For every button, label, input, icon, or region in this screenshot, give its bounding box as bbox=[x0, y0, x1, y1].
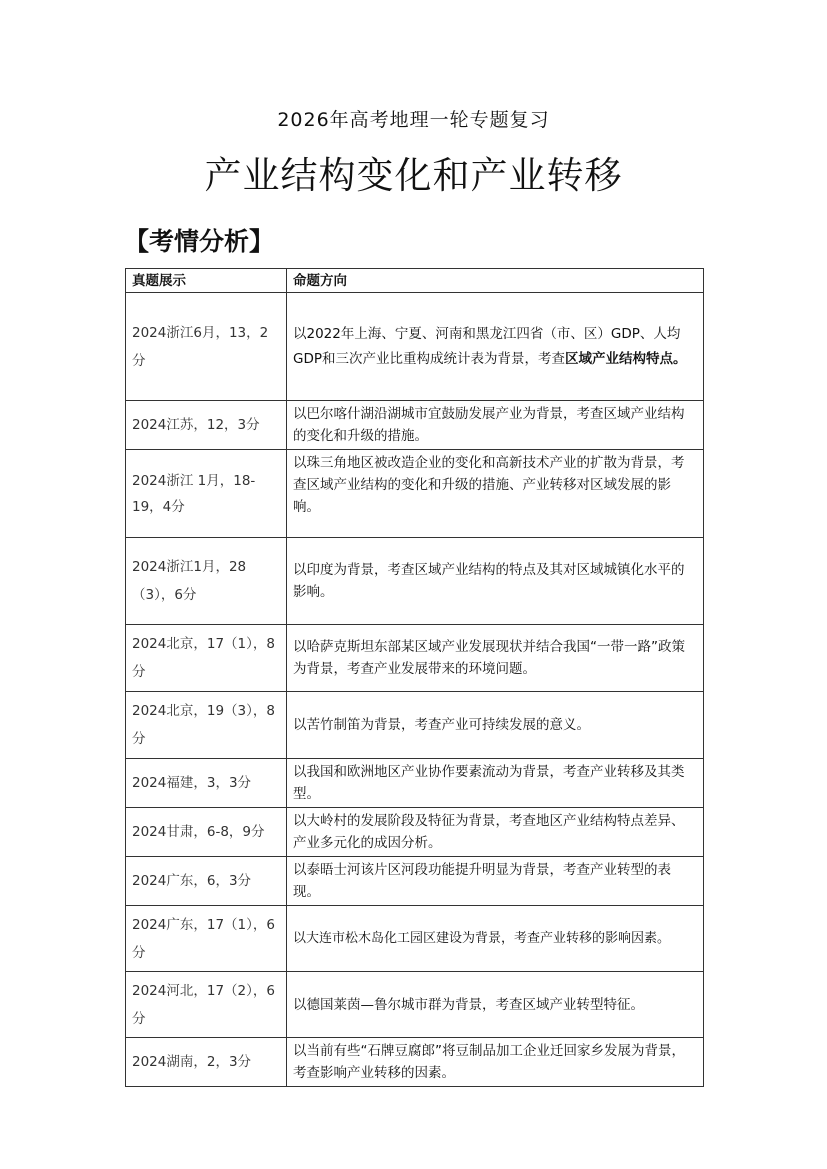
question-direction: 以印度为背景，考查区域产业结构的特点及其对区域城镇化水平的影响。 bbox=[287, 538, 704, 625]
exam-source: 2024广东，6，3分 bbox=[126, 857, 287, 906]
table-row bbox=[126, 538, 704, 625]
column-header-direction: 命题方向 bbox=[287, 269, 704, 293]
question-direction: 以我国和欧洲地区产业协作要素流动为背景，考查产业转移及其类型。 bbox=[287, 759, 704, 808]
exam-source: 2024甘肃，6-8，9分 bbox=[126, 808, 287, 857]
page-title: 产业结构变化和产业转移 bbox=[204, 154, 623, 197]
table-row bbox=[126, 808, 704, 857]
question-direction: 以当前有些“石牌豆腐郎”将豆制品加工企业迁回家乡发展为背景，考查影响产业转移的因素。 bbox=[287, 1038, 704, 1087]
question-direction: 以大连市松木岛化工园区建设为背景，考查产业转移的影响因素。 bbox=[287, 906, 704, 972]
table-row bbox=[126, 692, 704, 759]
exam-source: 2024湖南，2，3分 bbox=[126, 1038, 287, 1087]
table-row bbox=[126, 857, 704, 906]
direction-text: 以2022年上海、宁夏、河南和黑龙江四省（市、区）GDP、人均GDP和三次产业比重构成统计表为背景，考查 bbox=[293, 325, 681, 367]
question-direction: 以巴尔喀什湖沿湖城市宜鼓励发展产业为背景，考查区域产业结构的变化和升级的措施。 bbox=[287, 401, 704, 450]
table-row bbox=[126, 450, 704, 538]
direction-highlight: 区域产业结构特点。 bbox=[565, 350, 687, 367]
exam-analysis-table bbox=[125, 268, 704, 1087]
question-direction: 以泰晤士河该片区河段功能提升明显为背景，考查产业转型的表现。 bbox=[287, 857, 704, 906]
exam-source: 2024北京，19（3），8分 bbox=[126, 692, 287, 759]
table-row bbox=[126, 906, 704, 972]
column-header-source: 真题展示 bbox=[126, 269, 287, 293]
page-subtitle: 2026年高考地理一轮专题复习 bbox=[277, 109, 550, 131]
exam-source: 2024江苏，12，3分 bbox=[126, 401, 287, 450]
question-direction: 以大岭村的发展阶段及特征为背景，考查地区产业结构特点差异、产业多元化的成因分析。 bbox=[287, 808, 704, 857]
section-heading: 【考情分析】 bbox=[124, 227, 275, 256]
question-direction bbox=[287, 293, 704, 401]
exam-source: 2024河北，17（2），6分 bbox=[126, 972, 287, 1038]
exam-source: 2024北京，17（1），8分 bbox=[126, 625, 287, 692]
table-row bbox=[126, 1038, 704, 1087]
exam-source: 2024浙江 1月，18-19，4分 bbox=[126, 450, 287, 538]
table-row bbox=[126, 972, 704, 1038]
exam-source: 2024福建，3，3分 bbox=[126, 759, 287, 808]
question-direction: 以珠三角地区被改造企业的变化和高新技术产业的扩散为背景，考查区域产业结构的变化和升级的措施、产业转移对区域发展的影响。 bbox=[287, 450, 704, 538]
table-header-row bbox=[126, 269, 704, 293]
question-direction: 以苦竹制笛为背景，考查产业可持续发展的意义。 bbox=[287, 692, 704, 759]
table-row bbox=[126, 293, 704, 401]
table-row bbox=[126, 401, 704, 450]
table-row bbox=[126, 759, 704, 808]
exam-source: 2024浙江1月，28（3），6分 bbox=[126, 538, 287, 625]
table-row bbox=[126, 625, 704, 692]
exam-source: 2024广东，17（1），6分 bbox=[126, 906, 287, 972]
exam-source: 2024浙江6月，13，2分 bbox=[126, 293, 287, 401]
question-direction: 以哈萨克斯坦东部某区域产业发展现状并结合我国“一带一路”政策为背景，考查产业发展带来的环境问题。 bbox=[287, 625, 704, 692]
question-direction: 以德国莱茵—鲁尔城市群为背景，考查区域产业转型特征。 bbox=[287, 972, 704, 1038]
